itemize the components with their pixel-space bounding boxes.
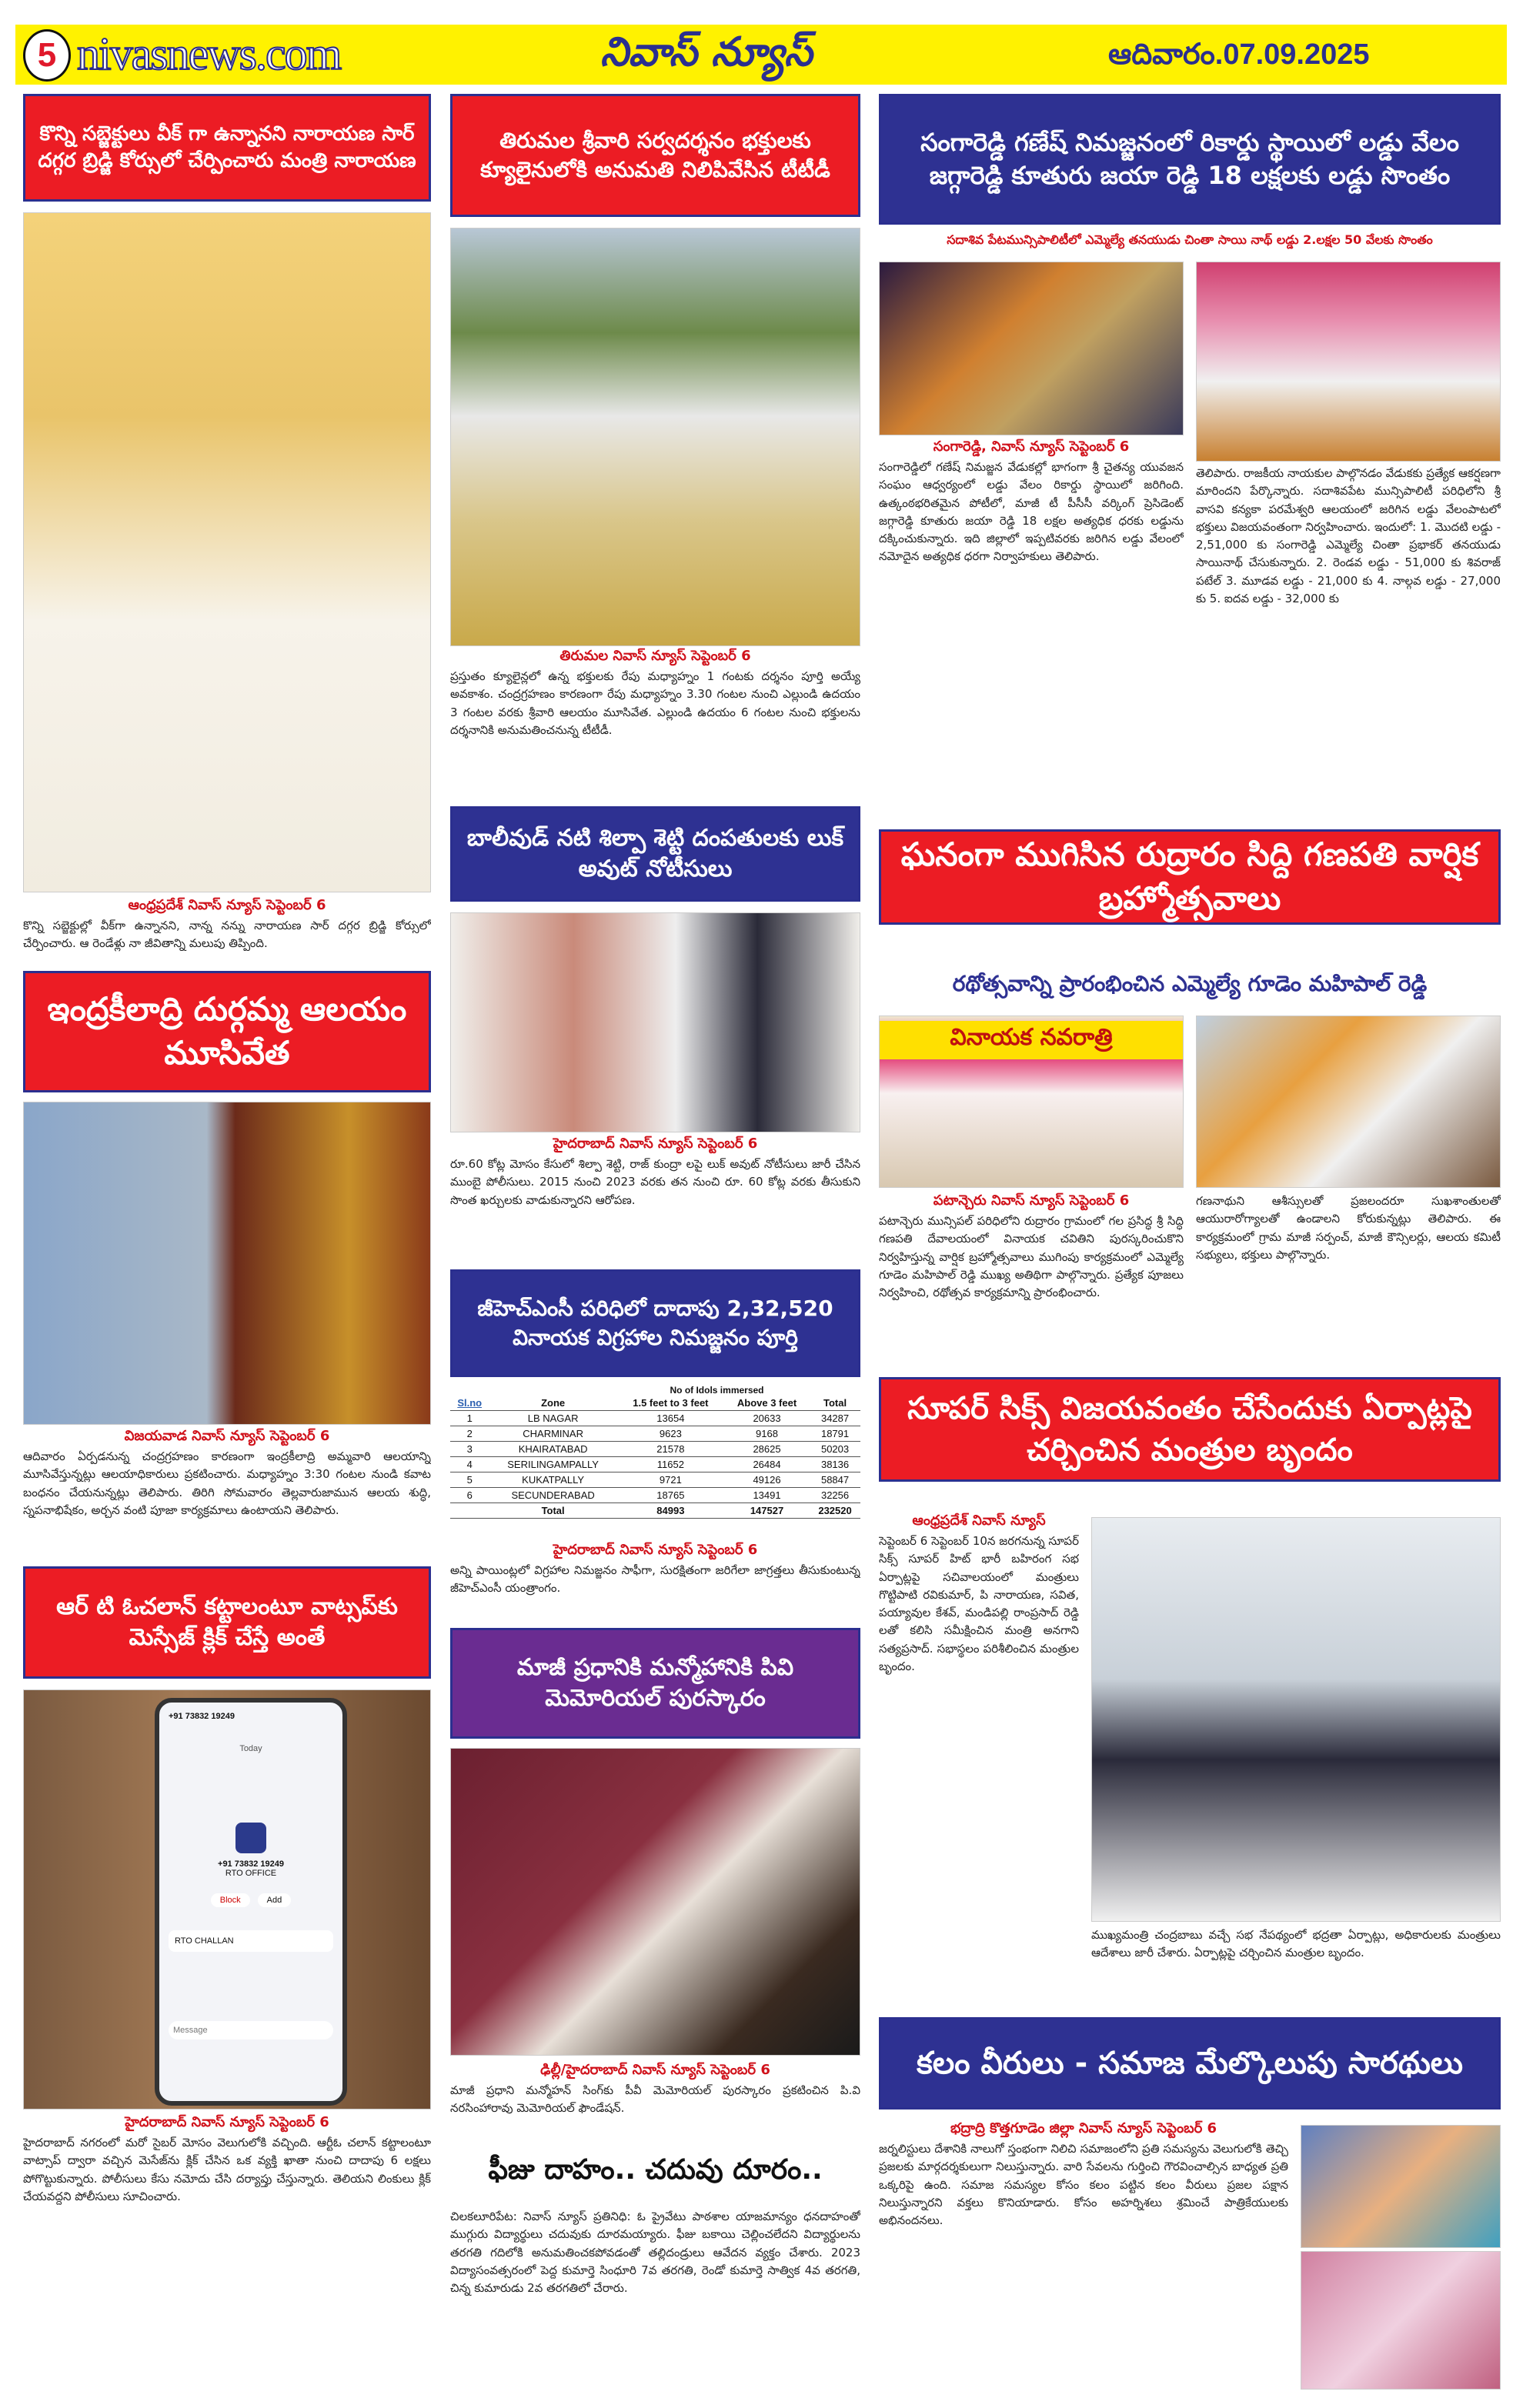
table-group-header: No of Idols immersed [670,1385,764,1396]
table-cell: LB NAGAR [489,1411,616,1426]
photo-shilpa-raj-kundra [450,912,860,1132]
dateline: తిరుమల నివాస్ న్యూస్ సెప్టెంబర్ 6 [559,648,751,664]
table-cell: 58847 [810,1472,860,1488]
photo-rathotsavam-1 [879,1016,1184,1188]
headline-journalists: కలం వీరులు - సమాజ మేల్కొలుపు సారథులు [879,2017,1501,2110]
table-cell: 13654 [617,1411,724,1426]
banner-text: వినాయక నవరాత్రి [880,1021,1183,1059]
masthead [15,25,1507,85]
col-header: 1.5 feet to 3 feet [617,1396,724,1411]
contact-org: RTO OFFICE [225,1869,277,1878]
headline-sangareddy-laddu: సంగారెడ్డి గణేష్ నిమజ్జనంలో రికార్డు స్థాయిలో లడ్డు వేలం జగ్గారెడ్డి కూతురు జయా రెడ్డి 18 లక్షలకు లడ్డు సొంతం [879,94,1501,225]
col-header: Zone [489,1396,616,1411]
table-cell: 6 [450,1488,489,1503]
contact-number: +91 73832 19249 [218,1859,284,1869]
rto-logo-icon [235,1823,266,1853]
photo-laddu-auction-1 [879,262,1184,435]
dateline: హైదరాబాద్ నివాస్ న్యూస్ సెప్టెంబర్ 6 [553,1542,758,1558]
table-row [450,1503,860,1519]
article-body: మాజీ ప్రధాని మన్మోహన్ సింగ్‌కు పీవీ మెమోరియల్ పురస్కారం ప్రకటించిన పి.వి నరసింహారావు మెమోరియల్ ఫౌండేషన్. [450,2083,860,2116]
table-cell: SERILINGAMPALLY [489,1457,616,1472]
article-body: హైదరాబాద్ నగరంలో మరో సైబర్ మోసం వెలుగులోకి వచ్చింది. ఆర్టీఓ చలాన్ కట్టాలంటూ వాట్సాప్ ద్వారా వచ్చిన మెసేజ్‌ను క్లిక్ చేసిన ఒక వ్యక్తి ఖాతా నుంచి దాదాపు 6 లక్షలు పోగొట్టుకున్నారు. పోలీసులు కేసు నమోదు చేసి దర్యాప్తు చేస్తున్నారు. తెలియని లింకులు క్లిక్ చేయవద్దని పోలీసులు సూచించారు. [23,2136,431,2203]
phone-screen [155,1698,347,2106]
photo-tirumala-temple [450,228,860,646]
table-row [450,1411,860,1426]
table-cell: 18765 [617,1488,724,1503]
table-cell: 4 [450,1457,489,1472]
page-number: 5 [23,29,71,82]
dateline: హైదరాబాద్ నివాస్ న్యూస్ సెప్టెంబర్ 6 [553,1136,758,1152]
table-cell: 13491 [724,1488,810,1503]
table-cell: KUKATPALLY [489,1472,616,1488]
dateline: ఆంధ్రప్రదేశ్ నివాస్ న్యూస్ సెప్టెంబర్ 6 [128,897,326,913]
contact-number: +91 73832 19249 [169,1712,235,1721]
dateline: ఢిల్లీ/హైదరాబాద్ నివాస్ న్యూస్ సెప్టెంబర్ 6 [540,2062,770,2078]
article-body: గణనాథుని ఆశీస్సులతో ప్రజలందరూ సుఖశాంతులతో ఆయురారోగ్యాలతో ఉండాలని కోరుకున్నట్లు తెలిపారు. ఈ కార్యక్రమంలో గ్రామ మాజీ సర్పంచ్, మాజీ కౌన్సిలర్లు, ఆలయ కమిటీ సభ్యులు, భక్తులు పాల్గొన్నారు. [1196,1194,1501,1262]
table-cell: 5 [450,1472,489,1488]
photo-journalists-2 [1301,2251,1501,2390]
table-cell: 38136 [810,1457,860,1472]
table-cell: 9623 [617,1426,724,1442]
article-body: ప్రస్తుతం క్యూలైన్లలో ఉన్న భక్తులకు రేపు మధ్యాహ్నం 1 గంటకు దర్శనం పూర్తి అయ్యే అవకాశం. చంద్రగ్రహణం కారణంగా రేపు మధ్యాహ్నం 3.30 గంటల నుంచి ఎల్లుండి ఉదయం 3 గంటల వరకు శ్రీవారి ఆలయం మూసివేత. ఎల్లుండి ఉదయం 6 గంటల నుంచి భక్తులను దర్శనానికి అనుమతించనున్న టీటీడీ. [450,669,860,737]
headline-ghmc-immersion: జీహెచ్ఎంసీ పరిధిలో దాదాపు 2,32,520 వినాయక విగ్రహాల నిమజ్జనం పూర్తి [450,1269,860,1377]
photo-journalists-1 [1301,2125,1501,2248]
table-cell: 11652 [617,1457,724,1472]
table-row [450,1426,860,1442]
col-header: Total [810,1396,860,1411]
table-cell: 232520 [810,1503,860,1519]
table-cell: 9721 [617,1472,724,1488]
article-body: ఆదివారం ఏర్పడనున్న చంద్రగ్రహణం కారణంగా ఇంద్రకీలాద్రి అమ్మవారి ఆలయాన్ని మూసివేస్తున్నట్లు ఆలయాధికారులు ప్రకటించారు. మధ్యాహ్నం 3:30 గంటల నుండి కవాట బంధనం చేయనున్నట్లు తెలిపారు. తిరిగి సోమవారం తెల్లవారుజామున ఆలయ శుద్ధి, స్నపనాభిషేకం, అర్చన వంటి పూజా కార్యక్రమాలు ఉంటాయని తెలిపారు. [23,1449,431,1517]
dateline: పటాన్చెరు నివాస్ న్యూస్ సెప్టెంబర్ 6 [933,1192,1130,1209]
table-cell: 26484 [724,1457,810,1472]
table-cell: SECUNDERABAD [489,1488,616,1503]
table-cell: 28625 [724,1442,810,1457]
table-cell: 18791 [810,1426,860,1442]
table-cell: 21578 [617,1442,724,1457]
table-row [450,1472,860,1488]
article-body: ముఖ్యమంత్రి చంద్రబాబు వచ్చే సభ నేపథ్యంలో భద్రతా ఏర్పాట్లు, అధికారులకు మంత్రులు ఆదేశాలు జారీ చేశారు. ఏర్పాట్లపై చర్చించిన మంత్రుల బృందం. [1091,1928,1501,1960]
photo-phone-whatsapp [23,1689,431,2110]
table-cell: 147527 [724,1503,810,1519]
article-body: అన్ని పాయింట్లలో విగ్రహాల నిమజ్జనం సాఫీగా, సురక్షితంగా జరిగేలా జాగ్రత్తలు తీసుకుంటున్న జీహెచ్ఎంసీ యంత్రాంగం. [450,1563,860,1596]
table-cell: 3 [450,1442,489,1457]
photo-indrakeeladri-temple [23,1102,431,1425]
table-cell: 2 [450,1426,489,1442]
article-body: సెప్టెంబర్ 6 సెప్టెంబర్ 10న జరగనున్న సూపర్ సిక్స్ సూపర్ హిట్ భారీ బహిరంగ సభ ఏర్పాట్లపై సచివాలయంలో మంత్రులు గొట్టిపాటి రవికుమార్, పి నారాయణ, సవిత, పయ్యావుల కేశవ్, మండిపల్లి రాంప్రసాద్ రెడ్డి లతో కలిసి సమీక్షించిన మంత్రి అనగాని సత్యప్రసాద్. సభాస్థలం పరిశీలించిన మంత్రుల బృందం. [879,1534,1079,1673]
headline-rudraram-ganapati: ఘనంగా ముగిసిన రుద్రారం సిద్ది గణపతి వార్షిక బ్రహ్మోత్సవాలు [879,829,1501,925]
photo-manmohan-singh [450,1748,860,2056]
table-cell: 20633 [724,1411,810,1426]
table-row [450,1442,860,1457]
table-cell: KHAIRATABAD [489,1442,616,1457]
table-cell: 49126 [724,1472,810,1488]
article-body: పటాన్చెరు మున్సిపల్ పరిధిలోని రుద్రారం గ్రామంలో గల ప్రసిద్ధ శ్రీ సిద్ధి గణపతి దేవాలయంలో వినాయక చవితిని పురస్కరించుకొని నిర్వహిస్తున్న వార్షిక బ్రహ్మోత్సవాలు ముగింపు కార్యక్రమంలో ఎమ్మెల్యే గూడెం మహిపాల్ రెడ్డి ముఖ్య అతిథిగా పాల్గొన్నారు. ప్రత్యేక పూజలు నిర్వహించి, రథోత్సవ కార్యక్రమాన్ని ప్రారంభించారు. [879,1214,1184,1299]
table-row [450,1488,860,1503]
table-cell: CHARMINAR [489,1426,616,1442]
pdf-attachment[interactable]: RTO CHALLAN [169,1930,333,1952]
table-cell: 34287 [810,1411,860,1426]
table-header-row [450,1396,860,1411]
photo-rathotsavam-2 [1196,1016,1501,1188]
chat-date: Today [239,1744,262,1753]
photo-minister-lokesh [23,212,431,892]
subheadline: రథోత్సవాన్ని ప్రారంభించిన ఎమ్మెల్యే గూడెం మహిపాల్ రెడ్డి [952,971,1428,996]
headline-narayana: కొన్ని సబ్జెక్టులు వీక్ గా ఉన్నానని నారాయణ సార్ దగ్గర బ్రిడ్జి కోర్సులో చేర్పించారు మంత్రి నారాయణ [23,94,431,202]
headline-fee-thirst: ఫీజు దాహం.. చదువు దూరం.. [488,2154,823,2186]
headline-shilpa-shetty: బాలీవుడ్ నటి శిల్పా శెట్టి దంపతులకు లుక్ అవుట్ నోటీసులు [450,806,860,902]
table-row [450,1457,860,1472]
table-cell: 84993 [617,1503,724,1519]
headline-rto-challan-scam: ఆర్ టి ఓచలాన్ కట్టాలంటూ వాట్సప్‌కు మెస్సేజ్ క్లిక్ చేస్తే అంతే [23,1566,431,1679]
dateline: సంగారెడ్డి, నివాస్ న్యూస్ సెప్టెంబర్ 6 [933,439,1130,455]
article-body: రూ.60 కోట్ల మోసం కేసులో శిల్పా శెట్టి, రాజ్ కుంద్రా లపై లుక్ అవుట్ నోటీసులు జారీ చేసిన ముంబై పోలీసులు. 2015 నుంచి 2023 వరకు తన నుంచి రూ. 60 కోట్ల వరకు తీసుకుని సొంత ఖర్చులకు వాడుకున్నారని ఆరోపణ. [450,1157,860,1207]
headline-manmohan-award: మాజీ ప్రధానికి మన్మోహానికి పివి మెమోరియల్ పురస్కారం [450,1628,860,1739]
site-name[interactable]: nivasnews.com [77,28,341,79]
immersion-table [450,1385,860,1531]
article-body: సంగారెడ్డిలో గణేష్ నిమజ్జన వేడుకల్లో భాగంగా శ్రీ చైతన్య యువజన సంఘం ఆధ్వర్యంలో లడ్డు వేలం రికార్డు స్థాయిలో జరిగింది. ఉత్కంఠభరితమైన పోటీలో, మాజీ టీ పీసీసీ వర్కింగ్ ప్రెసిడెంట్ జగ్గారెడ్డి కూతురు జయా రెడ్డి 18 లక్షల అత్యధిక ధరకు లడ్డును దక్కించుకున్నారు. ఇది జిల్లాలో ఇప్పటివరకు జరిగిన లడ్డు వేలంలో నమోదైన అత్యధిక ధరగా నిర్వాహకులు తెలిపారు. [879,460,1184,564]
article-body: చిలకలూరిపేట: నివాస్ న్యూస్ ప్రతినిధి: ఓ ప్రైవేటు పాఠశాల యాజమాన్యం ధనదాహంతో ముగ్గురు విద్యార్థులు చదువుకు దూరమయ్యారు. ఫీజు బకాయి చెల్లించలేదని విద్యార్థులను తరగతి గదిలోకి అనుమతించకపోవడంతో తల్లిదండ్రులు ఆవేదన వ్యక్తం చేశారు. 2023 విద్యాసంవత్సరంలో పెద్ద కుమార్తె సింధూరి 7వ తరగతి, రెండో కుమార్తె సాత్విక 4వ తరగతి, చిన్న కుమారుడు 2వ తరగతిలో చేరారు. [450,2210,860,2295]
dateline: హైదరాబాద్ నివాస్ న్యూస్ సెప్టెంబర్ 6 [125,2114,329,2130]
col-header: Above 3 feet [724,1396,810,1411]
table-cell: 50203 [810,1442,860,1457]
photo-ministers-meeting [1091,1517,1501,1922]
dateline: భద్రాద్రి కొత్తగూడెం జిల్లా నివాస్ న్యూస్ సెప్టెంబర్ 6 [950,2120,1217,2136]
col-header: Sl.no [450,1396,489,1411]
table-cell: 32256 [810,1488,860,1503]
table-cell [450,1503,489,1519]
message-input[interactable]: Message [169,2021,333,2039]
headline-tirumala: తిరుమల శ్రీవారి సర్వదర్శనం భక్తులకు క్యూలైనులోకి అనుమతి నిలిపివేసిన టీటీడీ [450,94,860,217]
article-body: తెలిపారు. రాజకీయ నాయకుల పాల్గొనడం వేడుకకు ప్రత్యేక ఆకర్షణగా మారిందని పేర్కొన్నారు. సదాశివపేట మున్సిపాలిటీ పరిధిలోని శ్రీ వాసవి కన్యకా పరమేశ్వరి ఆలయంలో జరిగిన లడ్డు వేలంపాటలో భక్తులు విజయవంతంగా నిర్వహించారు. ఇందులో: 1. మొదటి లడ్డు - 2,51,000 కు సంగారెడ్డి ఎమ్మెల్యే చింతా ప్రభాకర్ తనయుడు సాయినాథ్ చేసుకున్నారు. 2. రెండవ లడ్డు - 51,000 కు శివరాజ్ పటేల్ 3. మూడవ లడ్డు - 21,000 కు 4. నాల్గవ లడ్డు - 27,000 కు 5. ఐదవ లడ్డు - 32,000 కు [1196,466,1501,605]
article-body: జర్నలిస్టులు దేశానికి నాలుగో స్తంభంగా నిలిచి సమాజంలోని ప్రతి సమస్యను వెలుగులోకి తెచ్చి ప్రజలకు మార్గదర్శకులుగా నిలుస్తున్నారు. వారి సేవలను గుర్తించి గౌరవించాల్సిన బాధ్యత ప్రతి ఒక్కరిపై ఉంది. సమాజ సమస్యల కోసం కలం పట్టిన కలం వీరులు ప్రజల పక్షాన నిలుస్తున్నారని వక్తలు కొనియాడారు. కోసం అహర్నిశలు శ్రమించే పాత్రికేయులకు అభినందనలు. [879,2142,1288,2227]
headline-durgamma-temple: ఇంద్రకీలాద్రి దుర్గమ్మ ఆలయం మూసివేత [23,971,431,1092]
photo-laddu-auction-2 [1196,262,1501,462]
table-cell: 1 [450,1411,489,1426]
block-button[interactable]: Block [211,1893,250,1907]
issue-date: ఆదివారం.07.09.2025 [1108,38,1370,71]
newspaper-logo: నివాస్ న్యూస్ [600,29,813,75]
table-cell: Total [489,1503,616,1519]
table-cell: 9168 [724,1426,810,1442]
add-button[interactable]: Add [258,1893,292,1907]
headline-super-six: సూపర్ సిక్స్ విజయవంతం చేసేందుకు ఏర్పాట్లపై చర్చించిన మంత్రుల బృందం [879,1377,1501,1482]
dateline: విజయవాడ నివాస్ న్యూస్ సెప్టెంబర్ 6 [124,1428,330,1444]
subheadline: సదాశివ పేటమున్సిపాలిటీలో ఎమ్మెల్యే తనయుడు చింతా సాయి నాథ్ లడ్డు 2.లక్షల 50 వేలకు సొంతం [947,232,1433,247]
article-body: కొన్ని సబ్జెక్టుల్లో వీక్‌గా ఉన్నానని, నాన్న నన్ను నారాయణ సార్ దగ్గర బ్రిడ్జి కోర్సులో చేర్పించారు. ఆ రెండేళ్లు నా జీవితాన్ని మలుపు తిప్పింది. [23,919,431,951]
dateline: ఆంధ్రప్రదేశ్ నివాస్ న్యూస్ [912,1513,1046,1529]
